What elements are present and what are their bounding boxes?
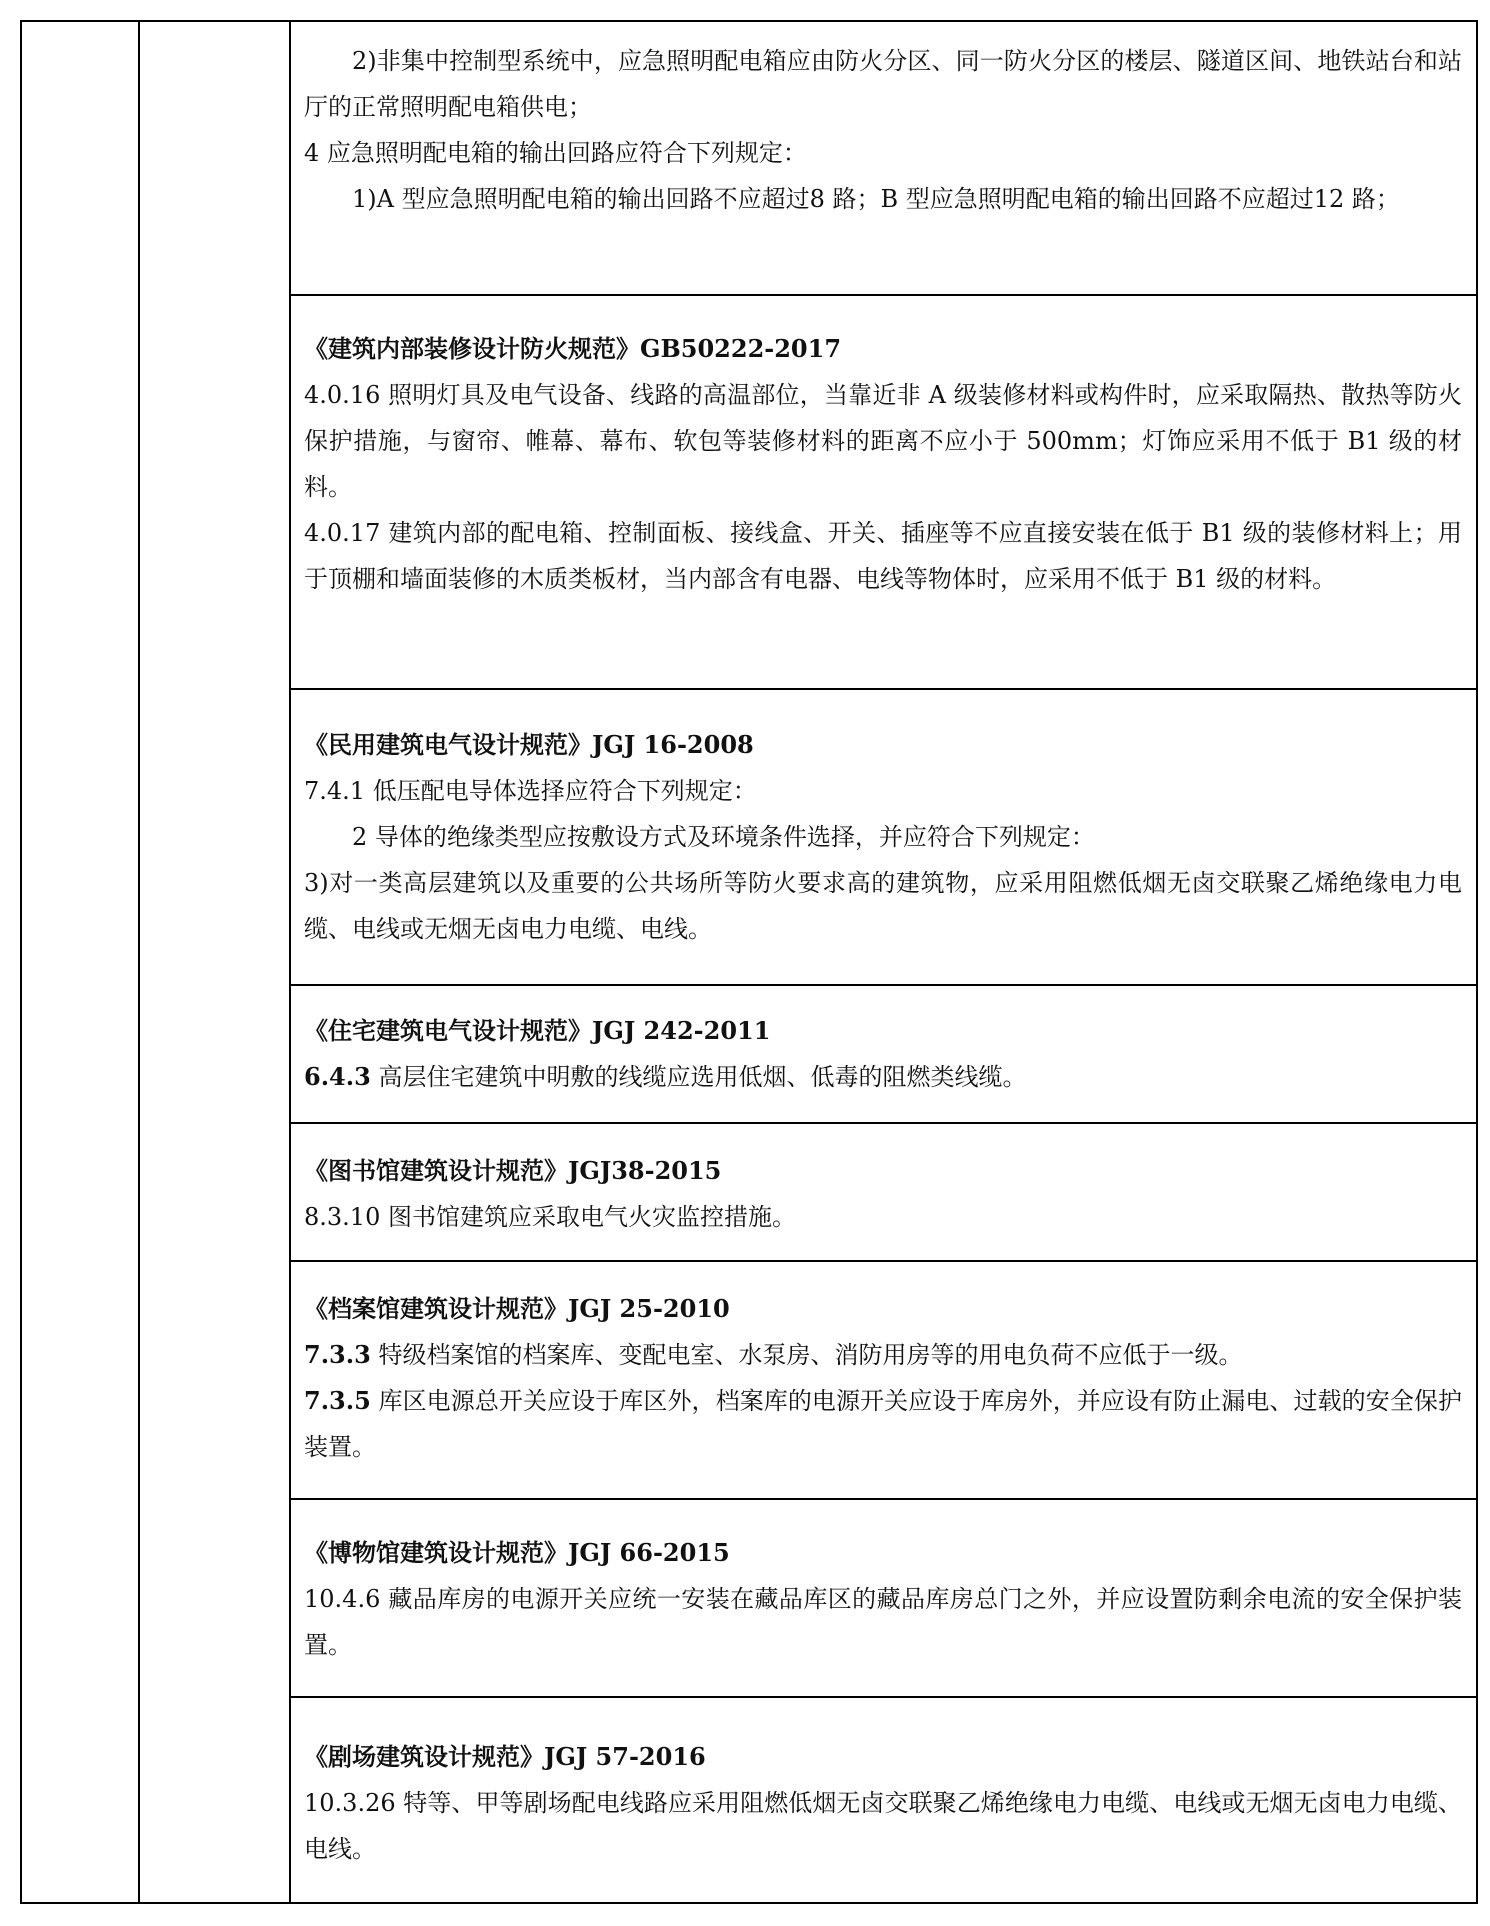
paragraph: 10.3.26 特等、甲等剧场配电线路应采用阻燃低烟无卤交联聚乙烯绝缘电力电缆、电线或无烟无卤电力电缆、电线。 bbox=[304, 1789, 1462, 1863]
section-jgj66 bbox=[290, 1500, 1478, 1698]
paragraph: 2 导体的绝缘类型应按敷设方式及环境条件选择，并应符合下列规定： bbox=[352, 823, 1095, 851]
paragraph bbox=[304, 1054, 1462, 1100]
section-jgj57 bbox=[290, 1698, 1478, 1904]
paragraph: 1)A 型应急照明配电箱的输出回路不应超过8 路；B 型应急照明配电箱的输出回路不应超过12 路； bbox=[352, 185, 1400, 213]
section-jgj38 bbox=[290, 1124, 1478, 1262]
paragraph: 3)对一类高层建筑以及重要的公共场所等防火要求高的建筑物，应采用阻燃低烟无卤交联聚乙烯绝缘电力电缆、电线或无烟无卤电力电缆、电线。 bbox=[304, 869, 1462, 943]
standard-title: 《剧场建筑设计规范》JGJ 57-2016 bbox=[304, 1742, 706, 1771]
standard-title: 《博物馆建筑设计规范》JGJ 66-2015 bbox=[304, 1538, 730, 1567]
paragraph: 10.4.6 藏品库房的电源开关应统一安装在藏品库区的藏品库房总门之外，并应设置防剩余电流的安全保护装置。 bbox=[304, 1585, 1462, 1659]
paragraph: 8.3.10 图书馆建筑应采取电气火灾监控措施。 bbox=[304, 1203, 796, 1231]
clause-text: 库区电源总开关应设于库区外，档案库的电源开关应设于库房外，并应设有防止漏电、过载的安全保护装置。 bbox=[304, 1387, 1462, 1461]
standard-title: 《建筑内部装修设计防火规范》GB50222-2017 bbox=[304, 334, 842, 363]
standard-title: 《档案馆建筑设计规范》JGJ 25-2010 bbox=[304, 1294, 730, 1323]
clause-text: 高层住宅建筑中明敷的线缆应选用低烟、低毒的阻燃类线缆。 bbox=[370, 1063, 1027, 1091]
clause-text: 特级档案馆的档案库、变配电室、水泵房、消防用房等的用电负荷不应低于一级。 bbox=[370, 1341, 1243, 1369]
clause-number: 6.4.3 bbox=[304, 1062, 371, 1091]
standard-title: 《图书馆建筑设计规范》JGJ38-2015 bbox=[304, 1156, 722, 1185]
section-jgj242 bbox=[290, 986, 1478, 1124]
paragraph: 4 应急照明配电箱的输出回路应符合下列规定： bbox=[304, 139, 807, 167]
paragraph bbox=[304, 1378, 1462, 1470]
clause-number: 7.3.5 bbox=[304, 1386, 371, 1415]
section-jgj16 bbox=[290, 690, 1478, 986]
column-divider-1 bbox=[138, 20, 140, 1904]
paragraph: 2)非集中控制型系统中，应急照明配电箱应由防火分区、同一防火分区的楼层、隧道区间、地铁站台和站厅的正常照明配电箱供电； bbox=[304, 47, 1462, 121]
section-continued bbox=[290, 20, 1478, 296]
standard-title: 《民用建筑电气设计规范》JGJ 16-2008 bbox=[304, 730, 754, 759]
paragraph: 4.0.17 建筑内部的配电箱、控制面板、接线盒、开关、插座等不应直接安装在低于 B1 级的装修材料上；用于顶棚和墙面装修的木质类板材，当内部含有电器、电线等物体时，应采用不低于 B1 级的材料。 bbox=[304, 519, 1462, 593]
clause-number: 7.3.3 bbox=[304, 1340, 371, 1369]
standards-column bbox=[290, 20, 1478, 1904]
paragraph: 7.4.1 低压配电导体选择应符合下列规定： bbox=[304, 777, 757, 805]
section-jgj25 bbox=[290, 1262, 1478, 1500]
paragraph: 4.0.16 照明灯具及电气设备、线路的高温部位，当靠近非 A 级装修材料或构件时，应采取隔热、散热等防火保护措施，与窗帘、帷幕、幕布、软包等装修材料的距离不应小于 500mm；灯饰应采用不低于 B1 级的材料。 bbox=[304, 381, 1462, 501]
paragraph bbox=[304, 1332, 1462, 1378]
standard-title: 《住宅建筑电气设计规范》JGJ 242-2011 bbox=[304, 1016, 771, 1045]
section-gb50222 bbox=[290, 296, 1478, 690]
